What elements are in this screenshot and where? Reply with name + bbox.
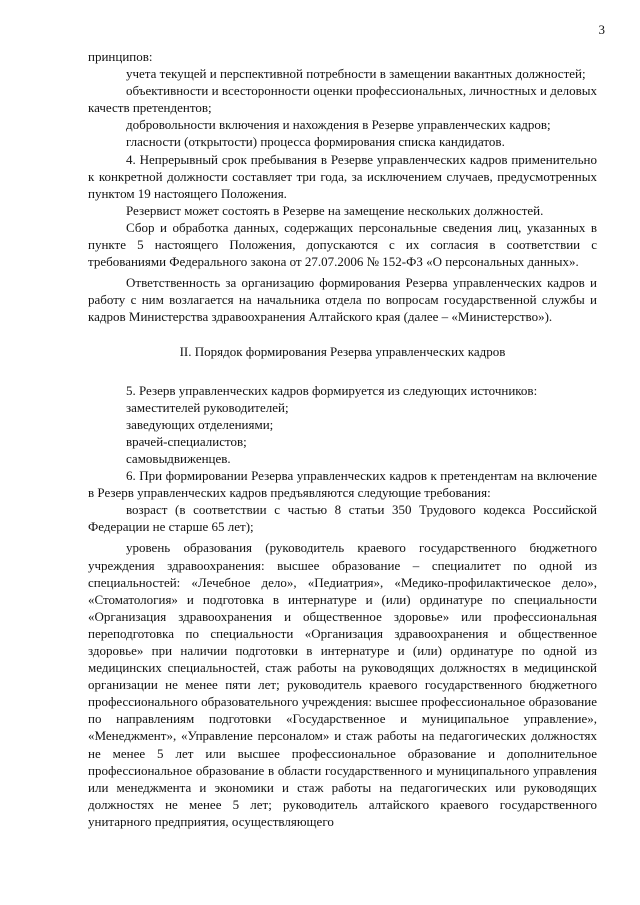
paragraph: уровень образования (руководитель краевого государственного бюджетного учреждения здравоохранения: высшее образование – специалитет по одной из специальностей: «Лечебное дело», «Педиатрия», «Медико-профилактическое дело», «Стоматология» и подготовка в интернатуре и (или) ординатуре по специальности «Организация здравоохранения и общественное здоровье» или профессиональная переподготовка по специальности «Организация здравоохранения и общественное здоровье» при наличии подготовки в интернатуре и (или) ординатуре по одной из медицинских специальностей, стаж работы на руководящих должностях в медицинской организации не менее пяти лет; руководитель краевого государственного бюджетного профессионального образовательного учреждения: высшее профессиональное образование по направлениям подготовки «Государственное и муниципальное управление», «Менеджмент», «Управление персоналом» и стаж работы на педагогических должностях не менее 5 лет или высшее профессиональное образование и дополнительное профессиональное образование в области государственного и муниципального управления или менеджмента и экономики и стаж работы на педагогических или руководящих должностях не менее 5 лет; руководитель алтайского краевого государственного унитарного предприятия, осуществляющего xyxy=(88,540,597,829)
list-item: заведующих отделениями; xyxy=(126,416,274,432)
paragraph: учета текущей и перспективной потребности в замещении вакантных должностей; xyxy=(126,66,586,82)
paragraph: Резервист может состоять в Резерве на замещение нескольких должностей. xyxy=(126,202,544,218)
paragraph: возраст (в соответствии с частью 8 статьи 350 Трудового кодекса Российской Федерации не старше 65 лет); xyxy=(88,502,597,535)
page-number: 3 xyxy=(598,22,605,37)
list-item: заместителей руководителей; xyxy=(126,399,289,415)
paragraph: 6. При формировании Резерва управленческих кадров к претендентам на включение в Резерв управленческих кадров предъявляются следующие требования: xyxy=(88,468,597,501)
paragraph: принципов: xyxy=(88,49,153,64)
paragraph: Ответственность за организацию формирования Резерва управленческих кадров и работу с ним возлагается на начальника отдела по вопросам государственной службы и кадров Министерства здравоохранения Алтайского края (далее – «Министерство»). xyxy=(88,275,597,325)
section-heading: II. Порядок формирования Резерва управленческих кадров xyxy=(179,343,506,359)
list-item: врачей-специалистов; xyxy=(126,433,247,449)
paragraph: Сбор и обработка данных, содержащих персональные сведения лиц, указанных в пункте 5 настоящего Положения, допускаются с их согласия в соответствии с требованиями Федерального закона от 27.07.2006 № 152-ФЗ «О персональных данных». xyxy=(88,219,597,270)
paragraph: объективности и всесторонности оценки профессиональных, личностных и деловых качеств претендентов; xyxy=(88,83,597,116)
paragraph: 4. Непрерывный срок пребывания в Резерве управленческих кадров применительно к конкретной должности составляет три года, за исключением случаев, предусмотренных пунктом 19 настоящего Положения. xyxy=(88,151,597,201)
paragraph: добровольности включения и нахождения в Резерве управленческих кадров; xyxy=(126,117,551,133)
list-item: самовыдвиженцев. xyxy=(126,450,231,466)
paragraph: гласности (открытости) процесса формирования списка кандидатов. xyxy=(126,134,505,150)
paragraph: 5. Резерв управленческих кадров формируется из следующих источников: xyxy=(126,382,538,398)
document-body xyxy=(88,48,597,830)
